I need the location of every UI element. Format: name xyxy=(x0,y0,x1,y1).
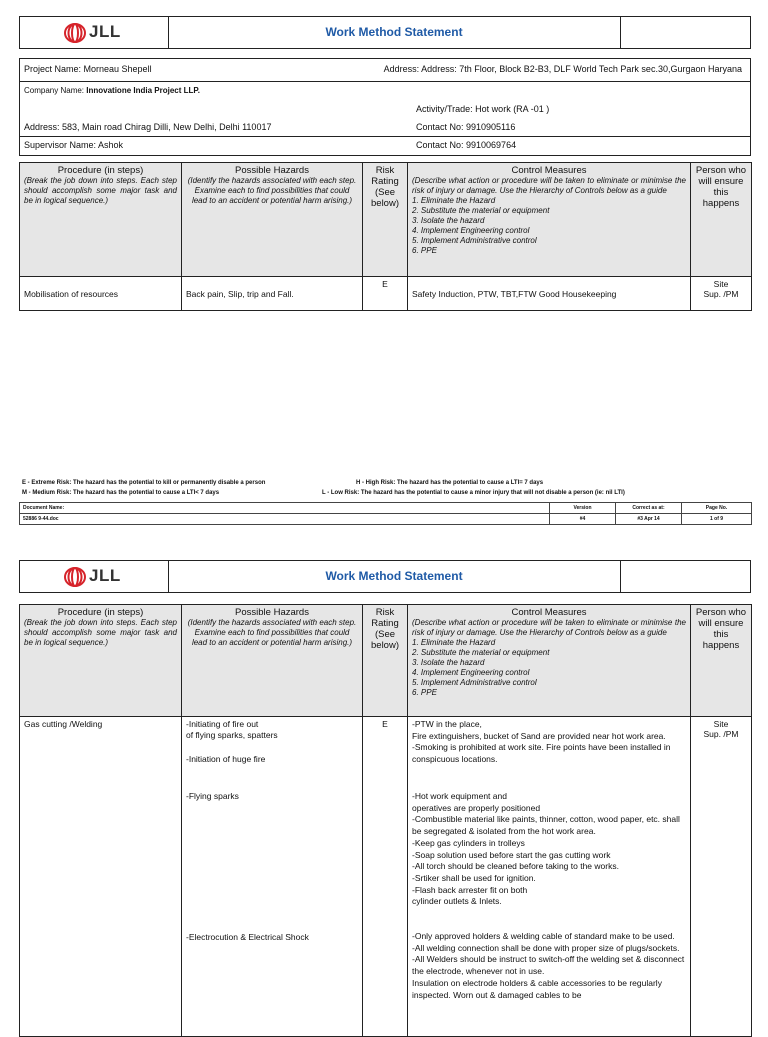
list-item: 2. Substitute the material or equipment xyxy=(412,206,550,215)
project-info-row xyxy=(19,58,751,82)
control-electrical: -Only approved holders & welding cable of standard make to be used. -All welding connection shall be done with proper size of plugs/sockets. -All Welders should be instruct to switch-off the welding set & disconnect the electrode, whenever not in use. Insulation on electrode holders & cable accessories to be regularly inspected. Worn out & damaged cables to be xyxy=(412,931,685,1000)
control-ptw-fire: -PTW in the place, Fire extinguishers, bucket of Sand are provided near hot work area. -Smoking is prohibited at work site. Fire points have been installed in conspicuous locations. xyxy=(412,719,671,765)
controls-desc: (Describe what action or procedure will be taken to eliminate or minimise the risk of injury or damage. Use the Hierarchy of Controls below as a guide xyxy=(412,176,686,195)
legend-extreme: E - Extreme Risk: The hazard has the potential to kill or permanently disable a person xyxy=(22,480,266,486)
jll-logo xyxy=(20,561,169,592)
procedure-title: Procedure (in steps) xyxy=(57,165,144,176)
table-header-row xyxy=(20,163,752,277)
controls-title: Control Measures xyxy=(511,165,587,176)
list-item: 6. PPE xyxy=(412,688,437,697)
table-row xyxy=(20,277,752,311)
controls-title: Control Measures xyxy=(511,607,587,618)
list-item: 6. PPE xyxy=(412,246,437,255)
footer-correct-value: #3 Apr 14 xyxy=(616,514,682,525)
list-item: 1. Eliminate the Hazard xyxy=(412,196,496,205)
hazards-desc: (Identify the hazards associated with each step. Examine each to find possibilities that could lead to an accident or potential harm arising.) xyxy=(187,176,357,205)
list-item: 3. Isolate the hazard xyxy=(412,658,485,667)
hazards-desc: (Identify the hazards associated with each step. Examine each to find possibilities that could lead to an accident or potential harm arising.) xyxy=(187,618,357,647)
hazard-flying-sparks: -Flying sparks xyxy=(186,791,239,801)
legend-high: H - High Risk: The hazard has the potential to cause a LTI= 7 days xyxy=(356,480,544,486)
hazards-header xyxy=(182,163,363,277)
logo-text: JLL xyxy=(89,22,121,41)
activity-trade: Activity/Trade: Hot work (RA -01 ) xyxy=(416,104,550,114)
hazard-electrocution: -Electrocution & Electrical Shock xyxy=(186,932,309,942)
risk-cell: E xyxy=(363,277,408,311)
procedure-desc: (Break the job down into steps. Each step should accomplish some major task and be in logical sequence.) xyxy=(24,618,177,647)
hazards-cell xyxy=(182,717,363,1037)
supervisor-name: Supervisor Name: Ashok xyxy=(24,140,124,150)
hazard-fire-sparks: -Initiating of fire out of flying sparks, spatters xyxy=(186,719,278,740)
procedure-title: Procedure (in steps) xyxy=(57,607,144,618)
jll-logo-icon xyxy=(64,567,86,587)
risk-header: Risk Rating (See below) xyxy=(363,605,408,717)
hazards-title: Possible Hazards xyxy=(235,607,309,618)
hazards-header xyxy=(182,605,363,717)
table-row xyxy=(20,717,752,1037)
risk-header: Risk Rating (See below) xyxy=(363,163,408,277)
project-name: Project Name: Morneau Shepell xyxy=(24,64,152,74)
person-header: Person who will ensure this happens xyxy=(691,163,752,277)
list-item: 4. Implement Engineering control xyxy=(412,668,530,677)
page2-hazard-table xyxy=(19,604,752,1037)
controls-hierarchy-list xyxy=(412,196,686,256)
company-info-block xyxy=(19,82,751,156)
procedure-cell: Gas cutting /Welding xyxy=(20,717,182,1037)
procedure-header xyxy=(20,163,182,277)
list-item: 2. Substitute the material or equipment xyxy=(412,648,550,657)
person-header: Person who will ensure this happens xyxy=(691,605,752,717)
document-title: Work Method Statement xyxy=(168,561,621,592)
controls-hierarchy-list xyxy=(412,638,686,698)
company-name: Innovatione India Project LLP. xyxy=(86,86,200,95)
hazards-title: Possible Hazards xyxy=(235,165,309,176)
divider xyxy=(20,136,750,137)
control-hot-work: -Hot work equipment and operatives are properly positioned -Combustible material like paints, thinner, cotton, wood paper, etc. shall be segregated & isolated from the hot work area. -Keep gas cylinders in trolleys -Soap solution used before start the gas cutting work -All torch should be cleaned before taking to the works. -Srtiker shall be used for ignition. -Flash back arrester fit on both cylinder outlets & Inlets. xyxy=(412,791,680,907)
page2-header xyxy=(19,560,751,593)
list-item: 5. Implement Administrative control xyxy=(412,236,537,245)
hazards-cell: Back pain, Slip, trip and Fall. xyxy=(182,277,363,311)
controls-header xyxy=(408,605,691,717)
controls-cell: Safety Induction, PTW, TBT,FTW Good Housekeeping xyxy=(408,277,691,311)
hazard-huge-fire: -Initiation of huge fire xyxy=(186,754,266,764)
controls-header xyxy=(408,163,691,277)
footer-version-value: #4 xyxy=(550,514,616,525)
controls-cell xyxy=(408,717,691,1037)
company-address: Address: 583, Main road Chirag Dilli, New Delhi, Delhi 110017 xyxy=(24,122,272,132)
page1-hazard-table xyxy=(19,162,752,311)
procedure-desc: (Break the job down into steps. Each step should accomplish some major task and be in logical sequence.) xyxy=(24,176,177,205)
list-item: 3. Isolate the hazard xyxy=(412,216,485,225)
document-title: Work Method Statement xyxy=(168,17,621,48)
document-footer xyxy=(19,502,752,525)
person-cell: Site Sup. /PM xyxy=(691,277,752,311)
footer-doc-value: 52886 9-44.doc xyxy=(20,514,550,525)
footer-correct-label: Correct as at: xyxy=(616,503,682,514)
contact-number-1: Contact No: 9910905116 xyxy=(416,122,516,132)
legend-low: L - Low Risk: The hazard has the potential to cause a minor injury that will not disable a person (ie: nil LTI) xyxy=(322,490,625,496)
footer-version-label: Version xyxy=(550,503,616,514)
company-name-label: Company Name: xyxy=(24,86,85,95)
footer-doc-label: Document Name: xyxy=(20,503,550,514)
jll-logo xyxy=(20,17,169,48)
procedure-cell: Mobilisation of resources xyxy=(20,277,182,311)
list-item: 4. Implement Engineering control xyxy=(412,226,530,235)
project-address: Address: Address: 7th Floor, Block B2-B3, DLF World Tech Park sec.30,Gurgaon Haryana xyxy=(383,64,742,74)
footer-page-label: Page No. xyxy=(682,503,752,514)
legend-medium: M - Medium Risk: The hazard has the potential to cause a LTI< 7 days xyxy=(22,490,220,496)
footer-page-value: 1 of 9 xyxy=(682,514,752,525)
procedure-header xyxy=(20,605,182,717)
logo-text: JLL xyxy=(89,566,121,585)
person-cell: Site Sup. /PM xyxy=(691,717,752,1037)
list-item: 5. Implement Administrative control xyxy=(412,678,537,687)
list-item: 1. Eliminate the Hazard xyxy=(412,638,496,647)
page1-header xyxy=(19,16,751,49)
risk-cell: E xyxy=(363,717,408,1037)
controls-desc: (Describe what action or procedure will be taken to eliminate or minimise the risk of injury or damage. Use the Hierarchy of Controls below as a guide xyxy=(412,618,686,637)
company-name-row xyxy=(24,86,200,95)
jll-logo-icon xyxy=(64,23,86,43)
table-header-row xyxy=(20,605,752,717)
contact-number-2: Contact No: 9910069764 xyxy=(416,140,517,150)
